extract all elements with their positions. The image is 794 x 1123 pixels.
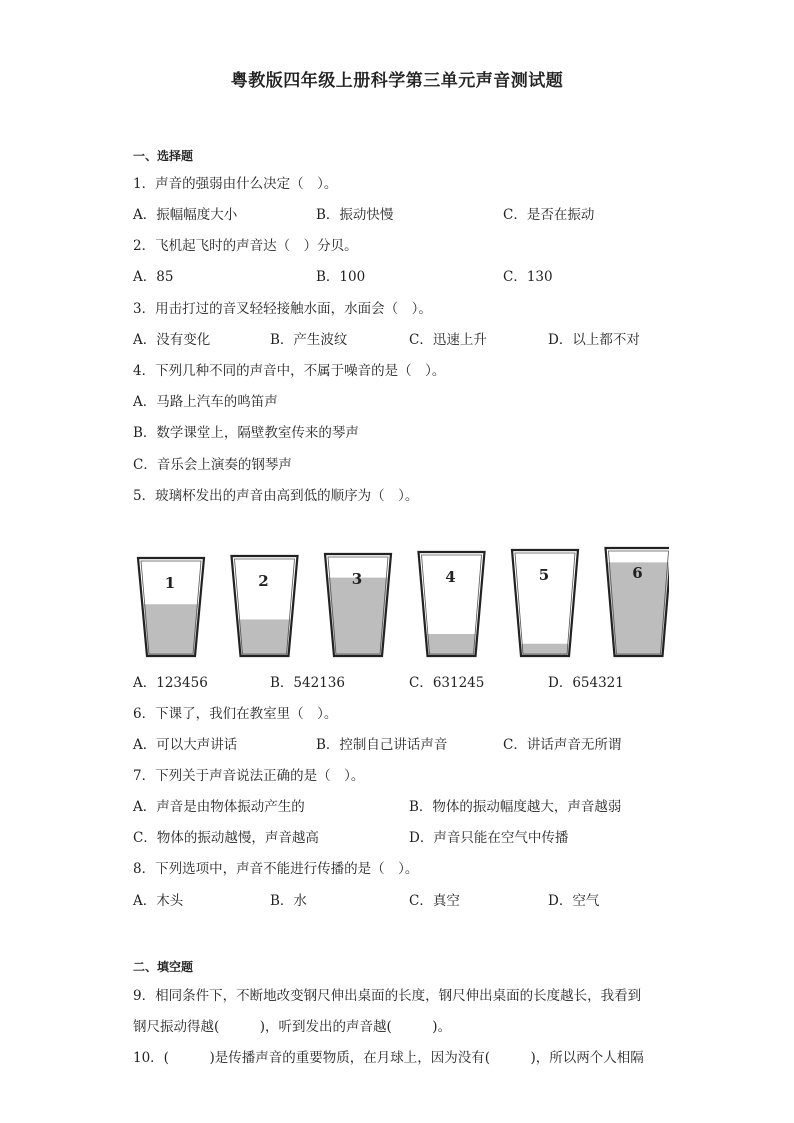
question-9-line-2: 钢尺振动得越( )，听到发出的声音越( )。: [133, 1019, 452, 1035]
cup-label-5: 5: [538, 566, 550, 584]
q6-option-c: C．讲话声音无所谓: [503, 737, 622, 753]
q6-option-b: B．控制自己讲话声音: [316, 737, 448, 753]
q2-option-b: B．100: [316, 269, 366, 285]
q3-option-c: C．迅速上升: [409, 332, 487, 348]
q2-option-a: A．85: [133, 269, 174, 285]
q7-option-b: B．物体的振动幅度越大，声音越弱: [409, 799, 622, 815]
q5-option-b: B．542136: [270, 675, 345, 691]
q7-option-d: D．声音只能在空气中传播: [409, 830, 569, 846]
cup-label-2: 2: [258, 572, 269, 590]
q7-option-a: A．声音是由物体振动产生的: [133, 799, 305, 815]
q8-option-a: A．木头: [133, 893, 184, 909]
q3-option-d: D．以上都不对: [548, 332, 640, 348]
question-10-line-1: 10．( )是传播声音的重要物质，在月球上，因为没有( )，所以两个人相隔: [133, 1050, 644, 1066]
q4-option-a: A．马路上汽车的鸣笛声: [133, 394, 278, 410]
section-heading-fill: 二、填空题: [133, 960, 194, 974]
cup-water-2: [239, 620, 291, 655]
cup-label-3: 3: [351, 570, 363, 588]
q3-option-b: B．产生波纹: [270, 332, 348, 348]
cup-water-3: [329, 578, 388, 655]
q5-option-d: D．654321: [548, 675, 624, 691]
q4-option-c: C．音乐会上演奏的钢琴声: [133, 457, 292, 473]
question-9-line-1: 9．相同条件下，不断地改变钢尺伸出桌面的长度，钢尺伸出桌面的长度越长，我看到: [133, 988, 642, 1004]
q3-option-a: A．没有变化: [133, 332, 211, 348]
question-2: 2．飞机起飞时的声音达（ ）分贝。: [133, 238, 358, 254]
question-5: 5．玻璃杯发出的声音由高到低的顺序为（ ）。: [133, 488, 419, 504]
section-heading-choice: 一、选择题: [133, 149, 194, 163]
cup-water-5: [521, 644, 568, 655]
cup-label-4: 4: [445, 568, 456, 586]
question-4: 4．下列几种不同的声音中，不属于噪音的是（ ）。: [133, 363, 446, 379]
q5-option-a: A．123456: [133, 675, 208, 691]
cup-water-1: [144, 604, 198, 655]
cup-water-4: [427, 634, 476, 655]
q1-option-c: C．是否在振动: [503, 207, 595, 223]
q1-option-b: B．振动快慢: [316, 207, 394, 223]
page-title: 粤教版四年级上册科学第三单元声音测试题: [230, 71, 564, 91]
question-8: 8．下列选项中，声音不能进行传播的是（ ）。: [133, 861, 419, 877]
q6-option-a: A．可以大声讲话: [133, 737, 238, 753]
cup-label-6: 6: [632, 564, 643, 582]
q2-option-c: C．130: [503, 269, 553, 285]
question-1: 1．声音的强弱由什么决定（ ）。: [133, 176, 338, 192]
q7-option-c: C．物体的振动越慢，声音越高: [133, 830, 319, 846]
glass-cups-figure: [134, 544, 669, 662]
q8-option-b: B．水: [270, 893, 307, 909]
question-7: 7．下列关于声音说法正确的是（ ）。: [133, 768, 365, 784]
question-3: 3．用击打过的音叉轻轻接触水面，水面会（ ）。: [133, 301, 432, 317]
q8-option-c: C．真空: [409, 893, 460, 909]
q1-option-a: A．振幅幅度大小: [133, 207, 238, 223]
q4-option-b: B．数学课堂上，隔壁教室传来的琴声: [133, 425, 359, 441]
cup-label-1: 1: [164, 574, 176, 592]
q5-option-c: C．631245: [409, 675, 485, 691]
question-6: 6．下课了，我们在教室里（ ）。: [133, 706, 338, 722]
q8-option-d: D．空气: [548, 893, 600, 909]
